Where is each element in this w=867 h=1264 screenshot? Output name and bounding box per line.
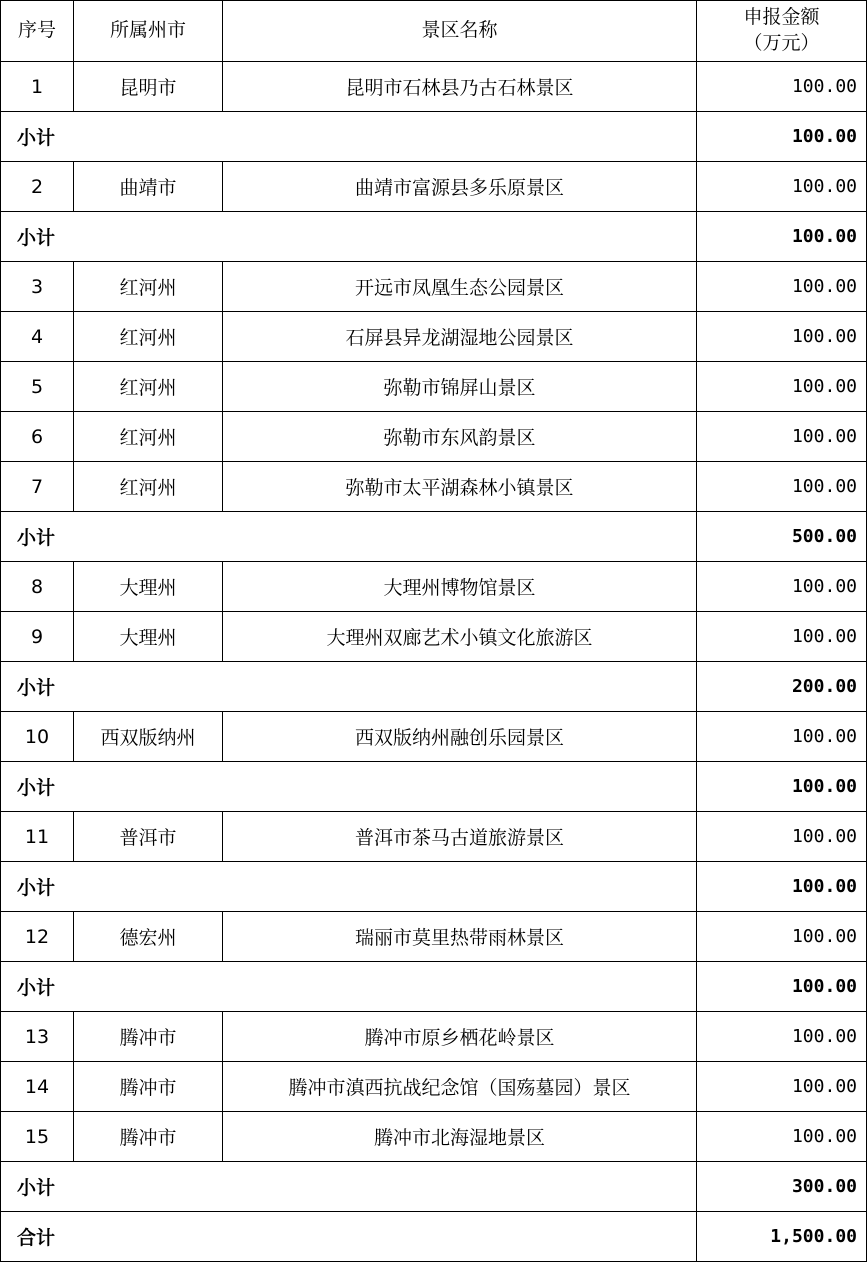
grand-total-label: 合计 bbox=[1, 1212, 697, 1262]
cell-city: 腾冲市 bbox=[74, 1012, 223, 1062]
cell-city: 普洱市 bbox=[74, 812, 223, 862]
header-amount-label: 申报金额 bbox=[743, 6, 820, 29]
header-serial-number: 序号 bbox=[1, 1, 74, 62]
table-row bbox=[1, 462, 867, 512]
cell-scenic-area-name: 昆明市石林县乃古石林景区 bbox=[223, 62, 697, 112]
subtotal-label: 小计 bbox=[1, 212, 697, 262]
header-city: 所属州市 bbox=[74, 1, 223, 62]
cell-scenic-area-name: 瑞丽市莫里热带雨林景区 bbox=[223, 912, 697, 962]
subtotal-row bbox=[1, 212, 867, 262]
table-row bbox=[1, 162, 867, 212]
table-row bbox=[1, 362, 867, 412]
cell-scenic-area-name: 腾冲市滇西抗战纪念馆（国殇墓园）景区 bbox=[223, 1062, 697, 1112]
cell-scenic-area-name: 弥勒市锦屏山景区 bbox=[223, 362, 697, 412]
header-amount bbox=[697, 1, 867, 62]
cell-scenic-area-name: 普洱市茶马古道旅游景区 bbox=[223, 812, 697, 862]
cell-scenic-area-name: 开远市凤凰生态公园景区 bbox=[223, 262, 697, 312]
cell-city: 大理州 bbox=[74, 612, 223, 662]
cell-amount: 100.00 bbox=[697, 462, 867, 512]
subtotal-row bbox=[1, 962, 867, 1012]
subtotal-row bbox=[1, 762, 867, 812]
table-row bbox=[1, 62, 867, 112]
cell-amount: 100.00 bbox=[697, 162, 867, 212]
cell-serial-number: 7 bbox=[1, 462, 74, 512]
cell-serial-number: 6 bbox=[1, 412, 74, 462]
header-amount-unit: （万元） bbox=[743, 32, 820, 54]
table-row bbox=[1, 612, 867, 662]
subtotal-amount: 100.00 bbox=[697, 862, 867, 912]
grand-total-row bbox=[1, 1212, 867, 1262]
cell-amount: 100.00 bbox=[697, 712, 867, 762]
cell-amount: 100.00 bbox=[697, 412, 867, 462]
cell-amount: 100.00 bbox=[697, 1112, 867, 1162]
cell-serial-number: 4 bbox=[1, 312, 74, 362]
subtotal-row bbox=[1, 862, 867, 912]
cell-serial-number: 2 bbox=[1, 162, 74, 212]
header-scenic-area-name: 景区名称 bbox=[223, 1, 697, 62]
cell-city: 红河州 bbox=[74, 262, 223, 312]
cell-scenic-area-name: 弥勒市东风韵景区 bbox=[223, 412, 697, 462]
cell-serial-number: 15 bbox=[1, 1112, 74, 1162]
subtotal-label: 小计 bbox=[1, 862, 697, 912]
cell-amount: 100.00 bbox=[697, 1062, 867, 1112]
cell-city: 曲靖市 bbox=[74, 162, 223, 212]
subtotal-label: 小计 bbox=[1, 962, 697, 1012]
cell-serial-number: 9 bbox=[1, 612, 74, 662]
cell-scenic-area-name: 弥勒市太平湖森林小镇景区 bbox=[223, 462, 697, 512]
subtotal-amount: 100.00 bbox=[697, 762, 867, 812]
subtotal-amount: 100.00 bbox=[697, 212, 867, 262]
cell-amount: 100.00 bbox=[697, 912, 867, 962]
table-row bbox=[1, 312, 867, 362]
cell-serial-number: 8 bbox=[1, 562, 74, 612]
cell-city: 昆明市 bbox=[74, 62, 223, 112]
table-row bbox=[1, 912, 867, 962]
cell-city: 西双版纳州 bbox=[74, 712, 223, 762]
table-row bbox=[1, 562, 867, 612]
table-row bbox=[1, 262, 867, 312]
table-row bbox=[1, 412, 867, 462]
table-body bbox=[1, 62, 867, 1262]
subtotal-label: 小计 bbox=[1, 1162, 697, 1212]
cell-city: 红河州 bbox=[74, 312, 223, 362]
table-row bbox=[1, 1112, 867, 1162]
cell-amount: 100.00 bbox=[697, 62, 867, 112]
subtotal-row bbox=[1, 1162, 867, 1212]
cell-amount: 100.00 bbox=[697, 612, 867, 662]
cell-scenic-area-name: 腾冲市北海湿地景区 bbox=[223, 1112, 697, 1162]
cell-scenic-area-name: 大理州双廊艺术小镇文化旅游区 bbox=[223, 612, 697, 662]
cell-amount: 100.00 bbox=[697, 362, 867, 412]
cell-city: 红河州 bbox=[74, 362, 223, 412]
subtotal-row bbox=[1, 662, 867, 712]
table-row bbox=[1, 1062, 867, 1112]
cell-scenic-area-name: 腾冲市原乡栖花岭景区 bbox=[223, 1012, 697, 1062]
cell-city: 红河州 bbox=[74, 462, 223, 512]
cell-city: 腾冲市 bbox=[74, 1062, 223, 1112]
grand-total-amount: 1,500.00 bbox=[697, 1212, 867, 1262]
cell-serial-number: 13 bbox=[1, 1012, 74, 1062]
cell-amount: 100.00 bbox=[697, 812, 867, 862]
cell-serial-number: 14 bbox=[1, 1062, 74, 1112]
subtotal-amount: 300.00 bbox=[697, 1162, 867, 1212]
cell-amount: 100.00 bbox=[697, 1012, 867, 1062]
cell-amount: 100.00 bbox=[697, 262, 867, 312]
cell-serial-number: 11 bbox=[1, 812, 74, 862]
subtotal-label: 小计 bbox=[1, 762, 697, 812]
subtotal-label: 小计 bbox=[1, 512, 697, 562]
subtotal-row bbox=[1, 112, 867, 162]
subtotal-label: 小计 bbox=[1, 112, 697, 162]
subtotal-amount: 100.00 bbox=[697, 112, 867, 162]
cell-city: 大理州 bbox=[74, 562, 223, 612]
cell-scenic-area-name: 大理州博物馆景区 bbox=[223, 562, 697, 612]
cell-serial-number: 3 bbox=[1, 262, 74, 312]
subtotal-label: 小计 bbox=[1, 662, 697, 712]
cell-city: 腾冲市 bbox=[74, 1112, 223, 1162]
cell-city: 德宏州 bbox=[74, 912, 223, 962]
subtotal-amount: 200.00 bbox=[697, 662, 867, 712]
cell-scenic-area-name: 西双版纳州融创乐园景区 bbox=[223, 712, 697, 762]
cell-serial-number: 10 bbox=[1, 712, 74, 762]
subtotal-row bbox=[1, 512, 867, 562]
cell-city: 红河州 bbox=[74, 412, 223, 462]
table-row bbox=[1, 712, 867, 762]
cell-scenic-area-name: 石屏县异龙湖湿地公园景区 bbox=[223, 312, 697, 362]
cell-serial-number: 5 bbox=[1, 362, 74, 412]
subtotal-amount: 500.00 bbox=[697, 512, 867, 562]
cell-amount: 100.00 bbox=[697, 312, 867, 362]
table-row bbox=[1, 1012, 867, 1062]
cell-serial-number: 12 bbox=[1, 912, 74, 962]
cell-scenic-area-name: 曲靖市富源县多乐原景区 bbox=[223, 162, 697, 212]
cell-amount: 100.00 bbox=[697, 562, 867, 612]
table-header-row bbox=[1, 1, 867, 62]
table-row bbox=[1, 812, 867, 862]
cell-serial-number: 1 bbox=[1, 62, 74, 112]
subtotal-amount: 100.00 bbox=[697, 962, 867, 1012]
